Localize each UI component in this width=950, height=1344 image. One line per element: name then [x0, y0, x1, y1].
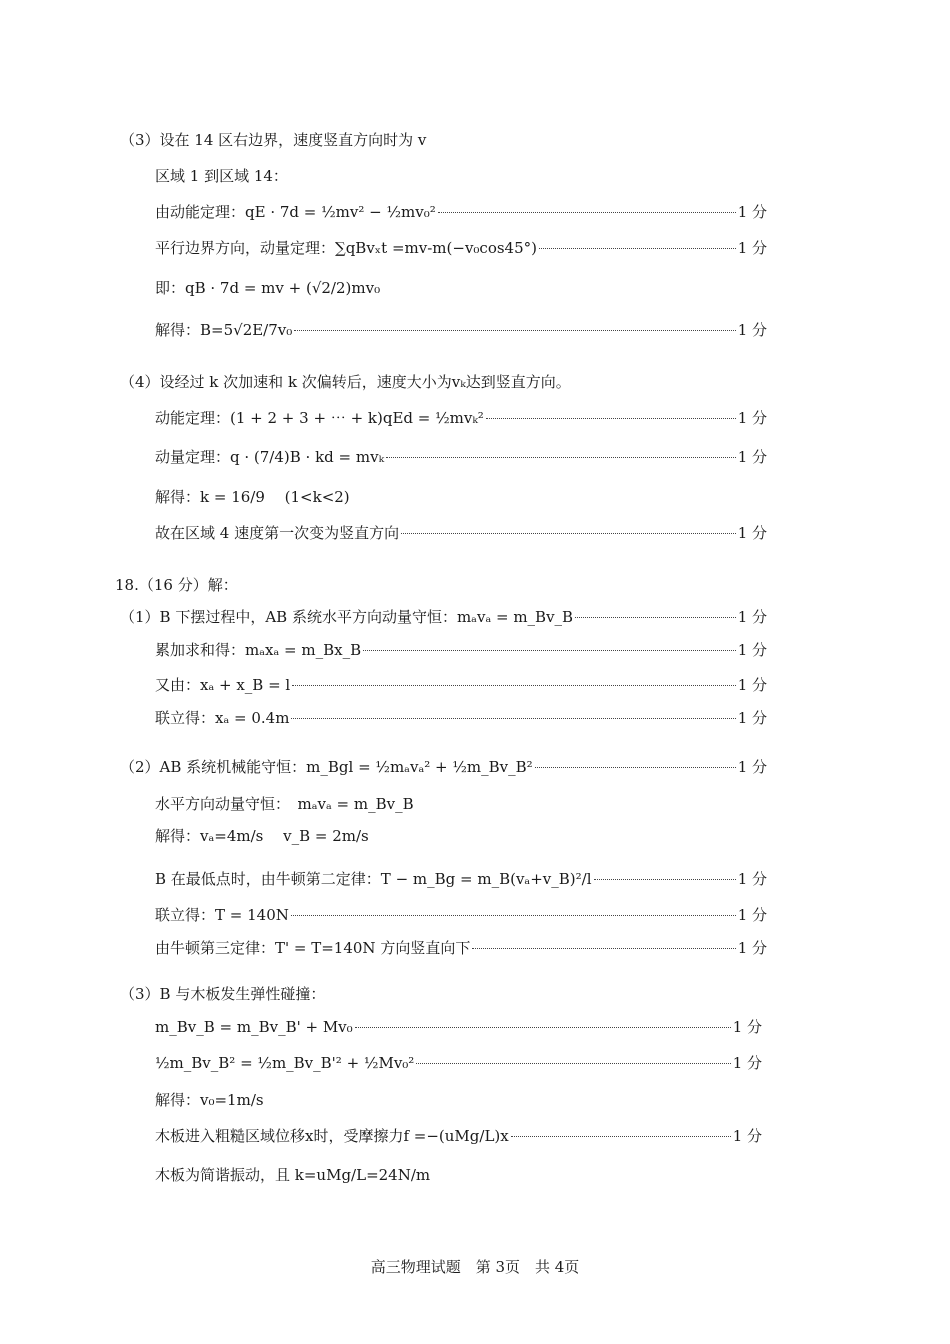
q18-2-line-1-text: （2）AB 系统机械能守恒：m_Bgl = ½mₐvₐ² + ½m_Bv_B² [120, 758, 533, 776]
score: 1 分 [737, 321, 767, 339]
score: 1 分 [737, 409, 767, 427]
q17-3-line-2 [155, 238, 767, 258]
score: 1 分 [732, 1054, 762, 1072]
q17-4-line-2-text: 动量定理：q · (7/4)B · kd = mvₖ [155, 448, 385, 466]
q18-1-line-3-text: 又由：xₐ + x_B = l [155, 676, 291, 694]
q17-4-line-1-text: 动能定理：(1 + 2 + 3 + ⋯ + k)qEd = ½mvₖ² [155, 409, 484, 427]
q17-3-line-1 [155, 202, 767, 222]
leader-dots [416, 1063, 730, 1064]
q17-3-region: 区域 1 到区域 14： [155, 167, 288, 185]
score: 1 分 [737, 239, 767, 257]
q17-3-heading: （3）设在 14 区右边界，速度竖直方向时为 v [120, 131, 427, 149]
q17-3-line-4-text: 解得：B=5√2E/7v₀ [155, 321, 293, 339]
q18-1-line-1-text: （1）B 下摆过程中，AB 系统水平方向动量守恒：mₐvₐ = m_Bv_B [120, 608, 574, 626]
q17-4-heading: （4）设经过 k 次加速和 k 次偏转后，速度大小为vₖ达到竖直方向。 [120, 373, 571, 391]
q18-1-line-4 [155, 708, 767, 728]
q17-3-line-1-text: 由动能定理：qE · 7d = ½mv² − ½mv₀² [155, 203, 436, 221]
score: 1 分 [732, 1018, 762, 1036]
q18-3-line-4 [155, 1126, 762, 1146]
score: 1 分 [737, 608, 767, 626]
q18-3-line-3: 解得：v₀=1m/s [155, 1091, 264, 1109]
leader-dots [291, 718, 735, 719]
q18-3-line-2 [155, 1053, 762, 1073]
q17-3-line-4 [155, 320, 767, 340]
q18-3-line-5: 木板为简谐振动，且 k=uMg/L=24N/m [155, 1166, 431, 1184]
leader-dots [539, 248, 736, 249]
q18-3-line-2-text: ½m_Bv_B² = ½m_Bv_B'² + ½Mv₀² [155, 1054, 415, 1072]
q18-heading: 18.（16 分）解： [115, 576, 238, 594]
leader-dots [575, 617, 736, 618]
leader-dots [535, 767, 736, 768]
score: 1 分 [737, 676, 767, 694]
leader-dots [386, 457, 736, 458]
q18-2-line-2: 水平方向动量守恒： mₐvₐ = m_Bv_B [155, 795, 414, 813]
q17-4-line-4 [155, 523, 767, 543]
q18-2-line-4 [155, 869, 767, 889]
q17-4-line-1 [155, 408, 767, 428]
leader-dots [486, 418, 736, 419]
q18-2-line-5 [155, 905, 767, 925]
score: 1 分 [732, 1127, 762, 1145]
q17-4-line-2 [155, 447, 767, 467]
q18-1-line-1 [120, 607, 767, 627]
q18-1-line-3 [155, 675, 767, 695]
leader-dots [292, 685, 735, 686]
leader-dots [294, 330, 735, 331]
q18-1-line-2 [155, 640, 767, 660]
leader-dots [291, 915, 736, 916]
leader-dots [363, 650, 736, 651]
q18-3-line-1 [155, 1017, 762, 1037]
q18-2-line-5-text: 联立得：T = 140N [155, 906, 289, 924]
leader-dots [594, 879, 736, 880]
score: 1 分 [737, 709, 767, 727]
q18-2-line-4-text: B 在最低点时，由牛顿第二定律：T − m_Bg = m_B(vₐ+v_B)²/l [155, 870, 592, 888]
q18-2-line-3: 解得：vₐ=4m/s v_B = 2m/s [155, 827, 369, 845]
q18-3-line-4-text: 木板进入粗糙区域位移x时，受摩擦力f =−(uMg/L)x [155, 1127, 509, 1145]
leader-dots [438, 212, 736, 213]
score: 1 分 [737, 203, 767, 221]
q17-4-line-4-text: 故在区域 4 速度第一次变为竖直方向 [155, 524, 400, 542]
q18-2-line-1 [120, 757, 767, 777]
leader-dots [401, 533, 736, 534]
q18-1-line-4-text: 联立得：xₐ = 0.4m [155, 709, 290, 727]
leader-dots [472, 948, 735, 949]
score: 1 分 [737, 524, 767, 542]
score: 1 分 [737, 870, 767, 888]
score: 1 分 [737, 906, 767, 924]
score: 1 分 [737, 641, 767, 659]
q18-1-line-2-text: 累加求和得：mₐxₐ = m_Bx_B [155, 641, 362, 659]
q18-3-line-1-text: m_Bv_B = m_Bv_B' + Mv₀ [155, 1018, 353, 1036]
q17-3-line-3: 即：qB · 7d = mv + (√2/2)mv₀ [155, 279, 381, 297]
score: 1 分 [737, 758, 767, 776]
page-footer: 高三物理试题 第 3页 共 4页 [370, 1258, 580, 1276]
q18-2-line-6-text: 由牛顿第三定律：T' = T=140N 方向竖直向下 [155, 939, 471, 957]
q18-3-heading: （3）B 与木板发生弹性碰撞： [120, 985, 326, 1003]
q18-2-line-6 [155, 938, 767, 958]
score: 1 分 [737, 448, 767, 466]
leader-dots [355, 1027, 731, 1028]
score: 1 分 [737, 939, 767, 957]
q17-4-line-3: 解得：k = 16/9 (1<k<2) [155, 488, 350, 506]
leader-dots [511, 1136, 731, 1137]
q17-3-line-2-text: 平行边界方向，动量定理：∑qBvₓt =mv-m(−v₀cos45°) [155, 239, 537, 257]
